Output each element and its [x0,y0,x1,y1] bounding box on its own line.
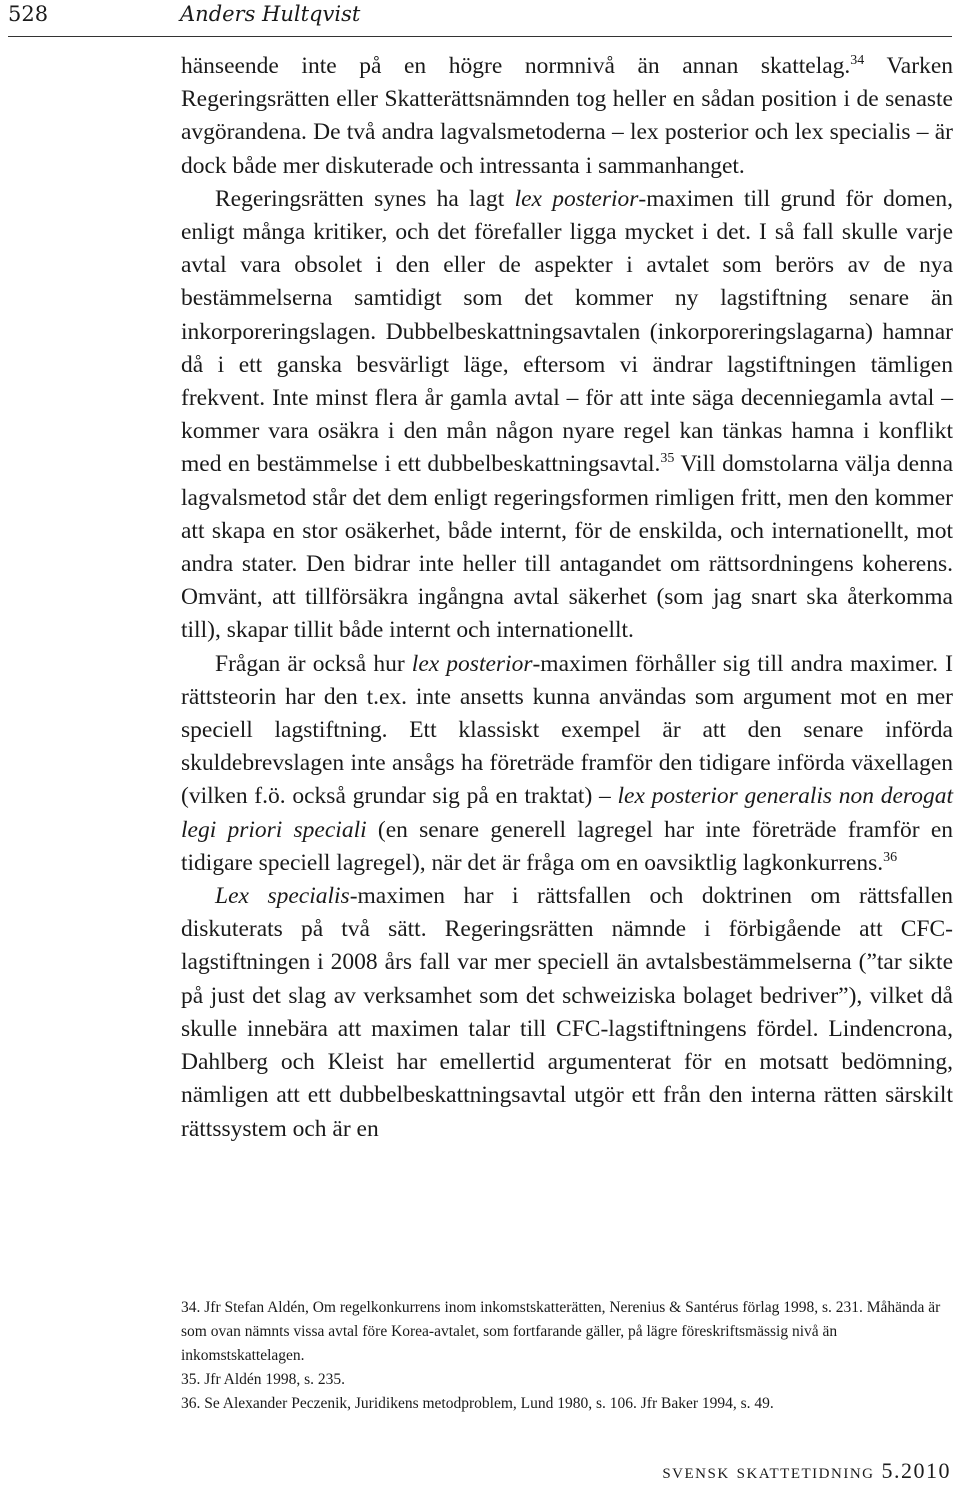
text-run: Regeringsrätten synes ha lagt [215,185,515,212]
footnote-34: 34. Jfr Stefan Aldén, Om regelkonkurrens inom inkomstskatterätten, Nerenius & Santérus förlag 1998, s. 231. Måhända är som ovan nämnts vissa avtal före Korea-avtalet, som fortfarande gäller, på lägre föreskriftsmässig nivå än inkomstskattelagen. [181,1299,941,1364]
footnotes [181,1296,953,1416]
text-run: (en senare generell lagregel har inte företräde framför en tidigare speciell lagregel), när det är fråga om en oavsiktlig lagkonkurrens. [181,816,954,876]
body-text [181,50,953,1146]
italic-maxim: lex posterior generalis non derogat legi priori speciali [181,783,953,843]
running-head-author: Anders Hultqvist [180,2,361,26]
journal-footer: svensk skattetidning 5.2010 [662,1458,951,1483]
footnote-ref-35[interactable]: 35 [660,451,675,467]
text-run: -maximen förhåller sig till andra maximer. I rättsteorin har den t.ex. inte ansetts kunna användas som argument mot en mer speciell lagstiftning. Ett klassiskt exempel är att den senare införda skuldebrevslagen inte ansågs ha företräde framför den tidigare införda växellagen (vilken f.ö. också grundar sig på en traktat) – [181,650,953,810]
italic-term: Lex specialis [215,883,350,910]
header-rule [8,36,952,37]
footnote-35: 35. Jfr Aldén 1998, s. 235. [181,1371,346,1388]
text-run: Varken Regeringsrätten eller Skatterättsnämnden tog heller en sådan position i de senaste avgörandena. De två andra lagvalsmetoderna – lex posterior och lex specialis – är dock både mer diskuterade och intressanta i sammanhanget. [181,53,953,179]
text-run: Vill domstolarna välja denna lagvalsmetod står det dem enligt regeringsformen rimligen fritt, men den kommer att skapa en stor osäkerhet, både internt, för de enskilda, och internationellt, mot andra stater. Den bidrar inte heller till antagandet om rättsordningens koherens. Omvänt, att tillförsäkra ingångna avtal säkerhet (som jag snart ska återkomma till), skapar tillit både internt och internationellt. [181,451,954,644]
footnote-ref-36[interactable]: 36 [883,849,898,865]
paragraph-4 [181,880,953,1146]
text-run: -maximen har i rättsfallen och doktrinen om rättsfallen diskuterats på två sätt. Regeringsrätten nämnde i förbigående att CFC-lagstiftningen i 2008 års fall var mer speciell än avtalsbestämmelserna (”tar sikte på just det slag av verksamhet som det schweiziska bolaget bedriver”), vilket då skulle innebära att maximen talar till CFC-lagstiftningens fördel. Lindencrona, Dahlberg och Kleist har emellertid argumenterat för en motsatt bedömning, nämligen att ett dubbelbeskattningsavtal utgör ett från den interna rätten särskilt rättssystem och är en [181,883,953,1142]
text-run: -maximen till grund för domen, enligt många kritiker, och det förefaller ligga mycket i det. I så fall skulle varje avtal vara obsolet i den eller de aspekter i avtalet som berörs av de nya bestämmelserna samtidigt som det kommer ny lagstiftning senare än inkorporeringslagen. Dubbelbeskattningsavtalen (inkorporeringslagarna) hamnar då i ett ganska besvärligt läge, eftersom vi ändrar lagstiftningen tämligen frekvent. Inte minst flera år gamla avtal – för att inte säga decenniegamla avtal – kommer vara osäkra i den mån någon nyare regel kan tänkas hamna i konflikt med en bestämmelse i ett dubbelbeskattningsavtal. [181,185,954,478]
paragraph-2 [181,183,953,648]
page-header [8,0,952,38]
text-run: Frågan är också hur [215,650,412,677]
page-number: 528 [8,2,49,26]
footnote-ref-34[interactable]: 34 [850,53,865,68]
paragraph-1 [181,50,953,183]
footnote-36: 36. Se Alexander Peczenik, Juridikens metodproblem, Lund 1980, s. 106. Jfr Baker 1994, s. 49. [181,1395,774,1412]
italic-term: lex posterior [514,185,639,212]
text-run: hänseende inte på en högre normnivå än annan skattelag. [181,53,851,79]
paragraph-3 [181,648,953,880]
italic-term: lex posterior [411,650,533,677]
